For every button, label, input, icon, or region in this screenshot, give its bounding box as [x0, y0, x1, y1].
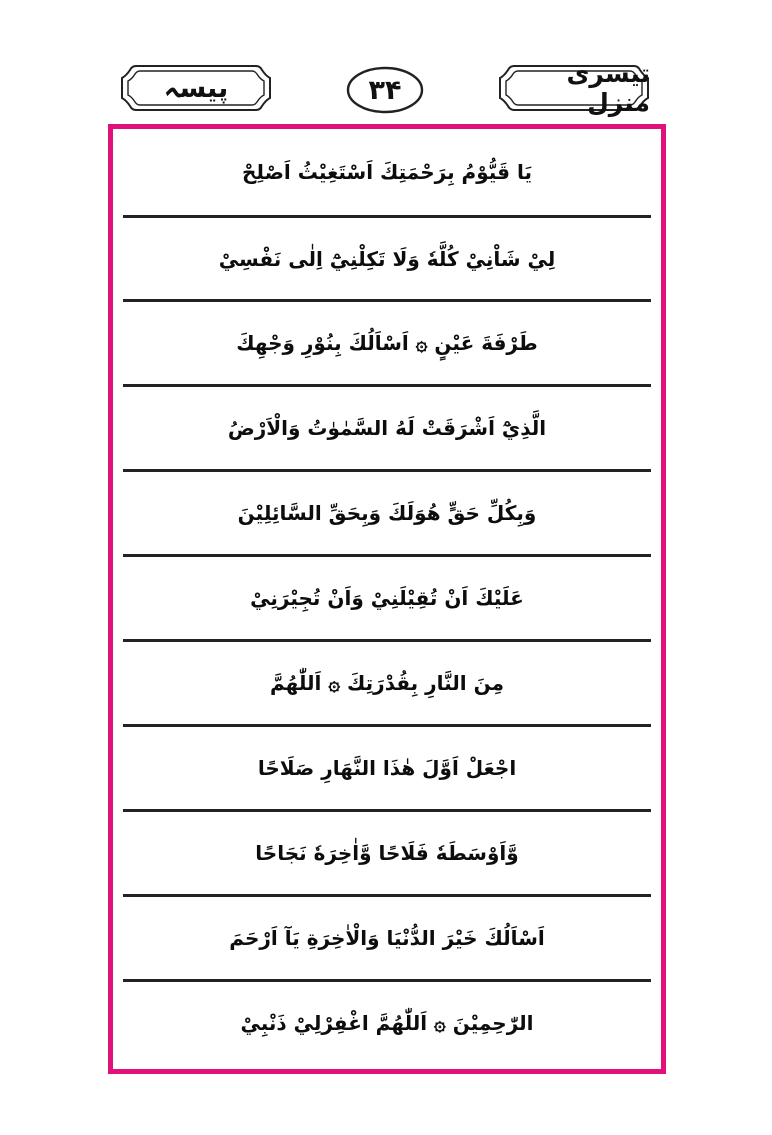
- line-divider: [123, 554, 651, 557]
- manzil-label: تیسری منزل: [566, 59, 650, 117]
- page-number: ۳۴: [368, 74, 402, 106]
- text-frame: [108, 124, 666, 1074]
- text-line: اجْعَلْ اَوَّلَ هٰذَا النَّهَارِ صَلَاحًا: [257, 756, 517, 780]
- text-line: وَّاَوْسَطَهٗ فَلَاحًا وَّاٰخِرَهٗ نَجَاحًا: [255, 841, 519, 865]
- line-divider: [123, 639, 651, 642]
- line-divider: [123, 215, 651, 218]
- line-divider: [123, 809, 651, 812]
- section-cartouche-right: [498, 59, 650, 117]
- line-divider: [123, 299, 651, 302]
- text-line: لِيْ شَاْنِيْ كُلَّهٗ وَلَا تَكِلْنِيْٓ اِلٰى نَفْسِيْ: [218, 247, 556, 271]
- page-number-badge: [345, 64, 425, 116]
- text-line: الَّذِيْٓ اَشْرَقَتْ لَهُ السَّمٰوٰتُ وَالْاَرْضُ: [227, 416, 547, 440]
- page-header: [0, 0, 772, 122]
- line-divider: [123, 469, 651, 472]
- section-cartouche-left: [120, 62, 272, 114]
- text-line: عَلَيْكَ اَنْ تُقِيْلَنِيْ وَاَنْ تُجِيْرَنِيْ: [250, 586, 524, 610]
- para-name-label: پیسہ: [163, 72, 229, 104]
- text-line: وَبِكُلِّ حَقٍّ هُوَلَكَ وَبِحَقِّ السَّائِلِيْنَ: [237, 501, 537, 525]
- text-line: اَسْاَلُكَ خَيْرَ الدُّنْيَا وَالْاٰخِرَةِ يَآ اَرْحَمَ: [229, 926, 545, 950]
- line-divider: [123, 894, 651, 897]
- text-line: مِنَ النَّارِ بِقُدْرَتِكَ ۞ اَللّٰهُمَّ: [269, 671, 505, 695]
- line-divider: [123, 384, 651, 387]
- text-line: طَرْفَةَ عَيْنٍ ۞ اَسْاَلُكَ بِنُوْرِ وَجْهِكَ: [236, 331, 538, 355]
- line-divider: [123, 979, 651, 982]
- line-divider: [123, 724, 651, 727]
- text-line: يَا قَيُّوْمُ بِرَحْمَتِكَ اَسْتَغِيْثُ اَصْلِحْ: [242, 160, 532, 184]
- text-line: الرّٰحِمِيْنَ ۞ اَللّٰهُمَّ اغْفِرْلِيْ ذَنْبِيْ: [240, 1011, 534, 1035]
